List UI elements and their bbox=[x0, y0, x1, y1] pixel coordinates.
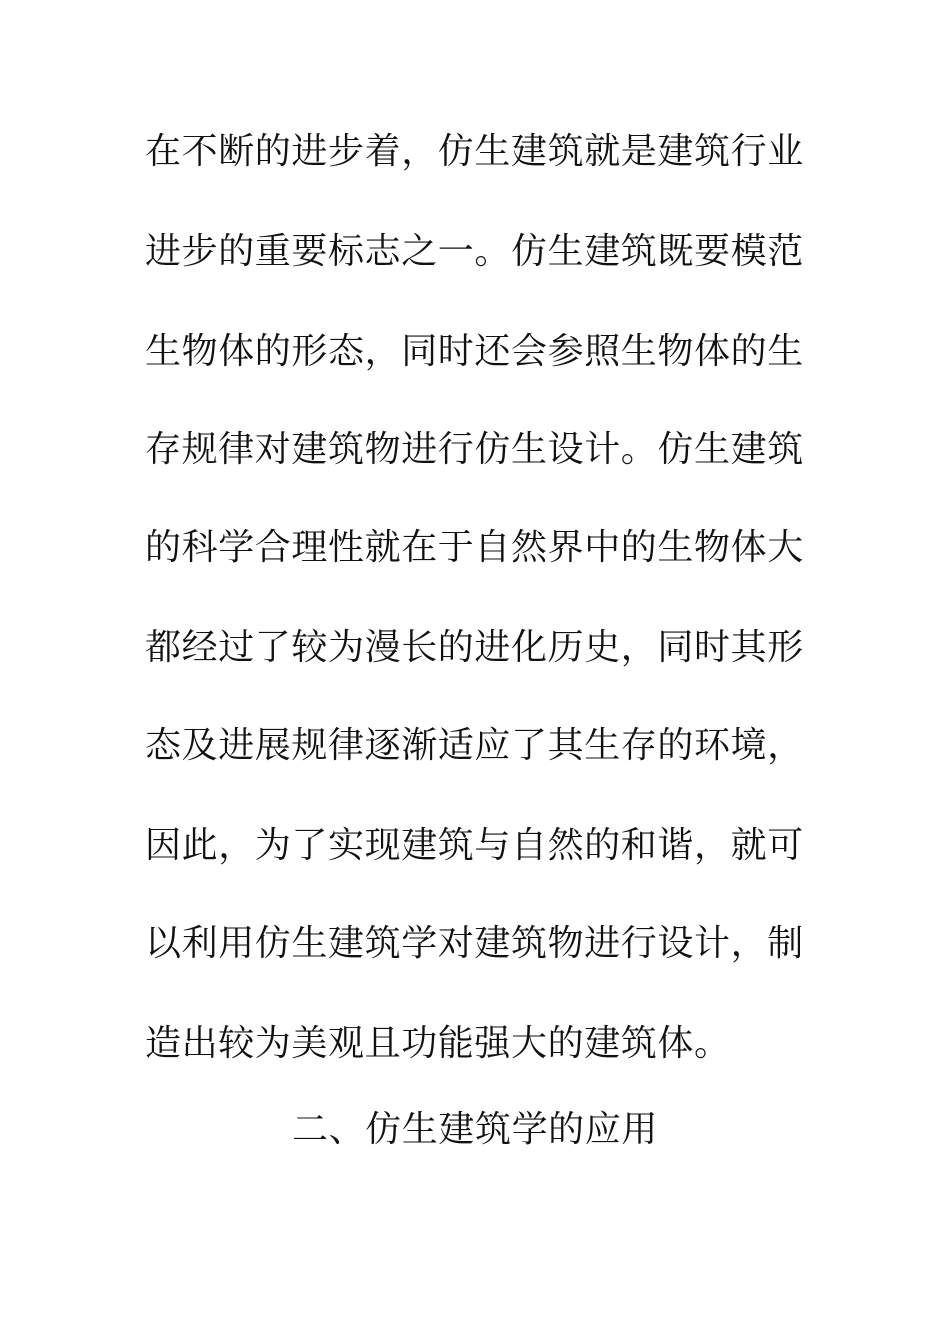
paragraph-line: 的科学合理性就在于自然界中的生物体大 bbox=[145, 527, 804, 568]
paragraph-line: 造出较为美观且功能强大的建筑体。 bbox=[145, 1023, 731, 1064]
paragraph-line: 生物体的形态，同时还会参照生物体的生 bbox=[145, 331, 804, 372]
paragraph-line: 因此，为了实现建筑与自然的和谐，就可 bbox=[145, 825, 804, 866]
paragraph-line: 进步的重要标志之一。仿生建筑既要模范 bbox=[145, 231, 804, 272]
paragraph-line: 存规律对建筑物进行仿生设计。仿生建筑 bbox=[145, 429, 804, 470]
paragraph-line: 在不断的进步着，仿生建筑就是建筑行业 bbox=[145, 131, 804, 172]
paragraph-line: 态及进展规律逐渐适应了其生存的环境， bbox=[145, 725, 804, 766]
paragraph-line: 都经过了较为漫长的进化历史，同时其形 bbox=[145, 627, 804, 668]
section-heading: 二、仿生建筑学的应用 bbox=[291, 1109, 658, 1150]
paragraph-line: 以利用仿生建筑学对建筑物进行设计，制 bbox=[145, 923, 804, 964]
